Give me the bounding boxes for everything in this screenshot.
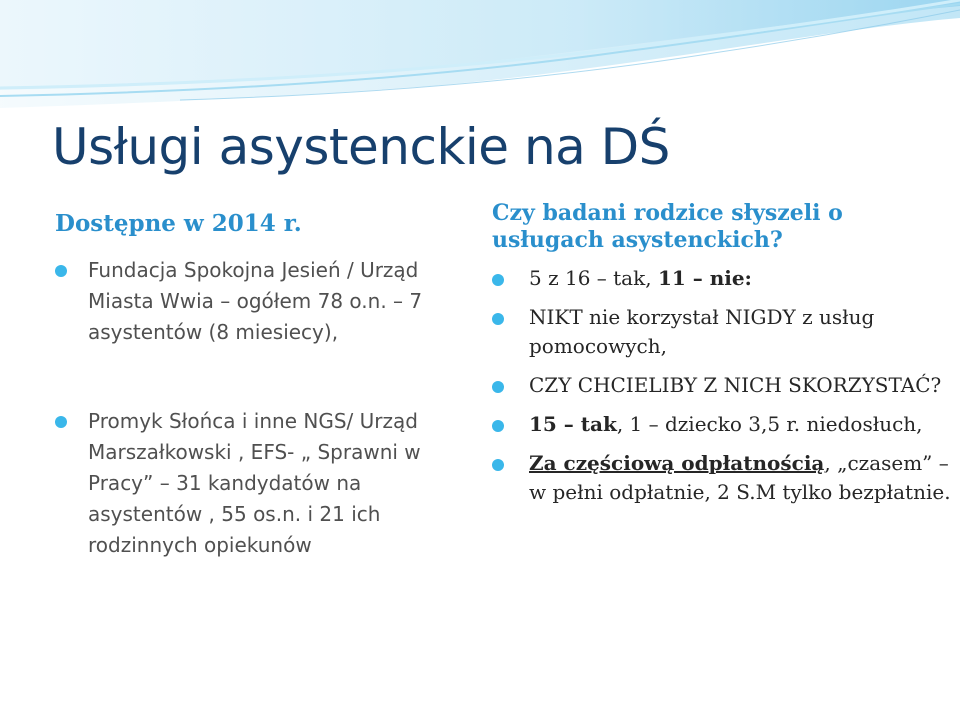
item-text: 5 z 16 – tak, [529, 266, 658, 290]
right-bullet-item [492, 410, 952, 439]
left-bullet-item: Fundacja Spokojna Jesień / Urząd Miasta Wwia – ogółem 78 o.n. – 7 asystentów (8 miesiecy), [55, 255, 475, 348]
right-bullet-list [492, 264, 952, 507]
right-bullet-item: NIKT nie korzystał NIGDY z usług pomocowych, [492, 303, 952, 361]
right-heading: Czy badani rodzice słyszeli o usługach asystenckich? [492, 200, 843, 253]
item-text-bold-underlined: Za częściową odpłatnością [529, 451, 825, 475]
item-text: , 1 – dziecko 3,5 r. niedosłuch, [616, 412, 923, 436]
right-bullet-item [492, 264, 952, 293]
right-bullet-item [492, 449, 952, 507]
left-bullet-list [55, 255, 475, 561]
item-text: CZY CHCIELIBY Z NICH SKORZYSTAĆ [529, 373, 931, 397]
left-bullet-item: Promyk Słońca i inne NGS/ Urząd Marszałkowski , EFS- „ Sprawni w Pracy” – 31 kandydatów na asystentów , 55 os.n. i 21 ich rodzinnych opiekunów [55, 406, 475, 561]
right-column [492, 200, 952, 517]
item-text-bold: 15 – tak [529, 412, 617, 436]
right-bullet-item [492, 371, 952, 400]
slide-title: Usługi asystenckie na DŚ [52, 118, 670, 176]
item-text-bold: 11 – nie: [657, 266, 752, 290]
left-heading: Dostępne w 2014 r. [55, 210, 302, 237]
item-text: , „czasem” – w pełni odpłatnie, 2 S.M tylko bezpłatnie. [529, 451, 951, 504]
wave-banner-decoration [0, 0, 960, 110]
item-text: ? [930, 373, 942, 397]
left-column [55, 210, 475, 561]
